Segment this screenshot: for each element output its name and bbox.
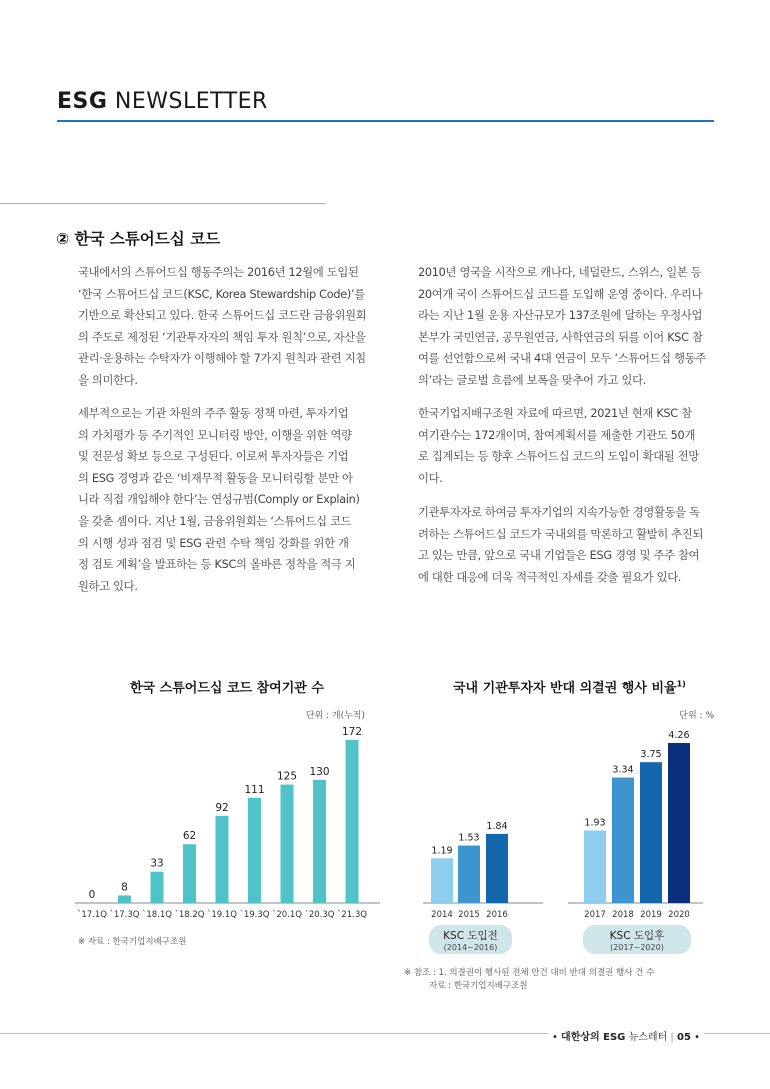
chart1-bar (346, 740, 359, 903)
right-paragraph-3: 기관투자자로 하여금 투자기업의 지속가능한 경영활동을 독 려하는 스튜어드십 코드가 국내외를 막론하고 활발히 추진되 고 있는 만큼, 앞으로 국내 기업들은 ESG 경영 및 주주 참여 에 대한 대응에 더욱 적극적인 자세를 갖출 필요가 있다. (418, 506, 704, 584)
chart2-tick-label: 2014 (431, 910, 453, 920)
chart1-bar (281, 785, 294, 903)
chart1-bar (118, 895, 131, 903)
chart2-data-label: 3.34 (612, 764, 634, 776)
chart2-note-2: 자료 : 한국기업지배구조원 (429, 981, 528, 991)
chart2-data-label: 1.53 (458, 832, 480, 844)
group-pill-after: KSC 도입후 (2017~2020) (583, 925, 691, 954)
footer-dot-right: • (694, 1032, 700, 1043)
chart1-bar (183, 844, 196, 903)
chart1-tick-label: `17.3Q (109, 910, 140, 920)
chart2-bar (640, 762, 662, 903)
chart2-data-label: 3.75 (640, 749, 662, 761)
chart1-data-label: 0 (88, 889, 96, 901)
chart1-svg (70, 725, 385, 925)
chart2-tick-label: 2020 (668, 910, 690, 920)
chart1-title: 한국 스튜어드십 코드 참여기관 수 (130, 681, 324, 696)
chart2-note-1: ※ 참조 : 1. 의결권이 행사된 전체 안건 대비 반대 의결권 행사 건 수 (404, 968, 655, 978)
footer-dot-left: • (551, 1032, 558, 1043)
chart2-title: 국내 기관투자자 반대 의결권 행사 비율$^{1)}$ (453, 679, 686, 696)
left-paragraph-2: 세부적으로는 기관 차원의 주주 활동 정책 마련, 투자기업 의 가치평가 등 주기적인 모니터링 방안, 이행을 위한 역량 및 전문성 확보 등으로 구성된다. 이로써 투자자들은 기업 의 ESG 경영과 같은 ‘비재무적 활동을 모니터링할 분만 아 니라 직접 개입해야 한다’는 연성규범(Comply or Explain) 을 갖춘 셈이다. 지난 1월, 금융위원회는 ‘스튜어드십 코드 의 시행 성과 점검 및 ESG 관련 수탁 책임 강화를 위한 개 정 검토 계획’을 발표하는 등 KSC의 올바른 정착을 적극 지 원하고 있다. (78, 407, 360, 593)
chart1-tick-label: `18.1Q (142, 910, 172, 920)
chart2-tick-label: 2016 (486, 910, 508, 920)
chart2-tick-label: 2015 (458, 910, 480, 920)
chart1-data-label: 172 (341, 726, 363, 738)
chart1-bar (216, 816, 229, 903)
chart2-data-label: 1.19 (431, 845, 453, 857)
chart2-tick-label: 2019 (640, 910, 662, 920)
chart2-bar (584, 831, 606, 903)
header-divider (57, 120, 714, 122)
right-paragraph-2: 한국기업지배구조원 자료에 따르면, 2021년 현재 KSC 참 여기관수는 172개이며, 참여계획서를 제출한 기관도 50개 로 집계되는 등 향후 스튜어드십 코드의 도입이 확대될 전망 이다. (418, 407, 700, 485)
chart1-data-label: 111 (244, 783, 265, 796)
chart2-bar (431, 858, 453, 903)
chart2-tick-label: 2017 (584, 910, 606, 920)
chart1-data-label: 92 (215, 801, 229, 814)
chart2-bar (486, 834, 508, 903)
chart1-tick-label: `19.1Q (207, 910, 237, 920)
chart2-bar (458, 846, 480, 903)
chart1-tick-label: `20.1Q (272, 910, 302, 920)
chart2-svg (418, 725, 718, 925)
section-divider (0, 203, 325, 204)
chart2-data-label: 1.84 (486, 820, 508, 832)
chart2-unit: 단위 : % (679, 711, 714, 721)
chart2-tick-label: 2018 (612, 910, 634, 920)
section-title: ② 한국 스튜어드십 코드 (56, 230, 221, 248)
chart2-bar (668, 743, 690, 903)
page-footer: • 대한상의 ESG 뉴스레터 | 05 • (548, 1028, 704, 1043)
chart2-bar (612, 778, 634, 903)
chart1-data-label: 130 (309, 765, 330, 778)
chart1-bar (313, 780, 326, 903)
chart1-data-label: 8 (121, 881, 128, 894)
chart1-tick-label: `18.2Q (174, 910, 205, 920)
chart1-source: ※ 자료 : 한국기업지배구조원 (78, 937, 187, 947)
chart1-data-label: 125 (276, 770, 298, 783)
chart1-data-label: 33 (150, 857, 164, 870)
right-paragraph-1: 2010년 영국을 시작으로 캐나다, 네덜란드, 스위스, 일본 등 20여개 국이 스튜어드십 코드를 도입해 운영 중이다. 우리나 라는 지난 1월 운용 자산규모가 137조원에 달하는 우정사업 본부가 국민연금, 공무원연금, 사학연금의 뒤를 이어 KSC 참 여를 선언함으로써 국내 4대 연금이 모두 ‘스튜어드십 행동주 의’라는 글로벌 흐름에 보폭을 맞추어 가고 있다. (418, 266, 706, 387)
chart2-data-label: 1.93 (584, 817, 606, 829)
newsletter-title: ESG NEWSLETTER (57, 89, 268, 114)
chart1-tick-label: `21.3Q (337, 910, 367, 920)
left-paragraph-1: 국내에서의 스튜어드십 행동주의는 2016년 12월에 도입된 ‘한국 스튜어드십 코드(KSC, Korea Stewardship Code)’를 기반으로 확산되고 있다. 한국 스튜어드십 코드란 금융위원회 의 주도로 제정된 ‘기관투자자의 책임 투자 원칙’으로, 자산을 관리·운용하는 수탁자가 이행해야 할 7가지 원칙과 관련 지침 을 의미한다. (78, 266, 367, 387)
chart1-data-label: 62 (182, 830, 197, 843)
group-pill-before: KSC 도입전 (2014~2016) (429, 925, 512, 954)
chart1-tick-label: `20.3Q (304, 910, 335, 920)
chart2-data-label: 4.26 (668, 730, 690, 741)
chart1-unit: 단위 : 개(누적) (305, 711, 365, 721)
chart1-bar (248, 798, 261, 903)
chart1-tick-label: `17.1Q (77, 910, 107, 920)
chart1-tick-label: `19.3Q (239, 910, 270, 920)
chart1-bar (151, 872, 164, 903)
